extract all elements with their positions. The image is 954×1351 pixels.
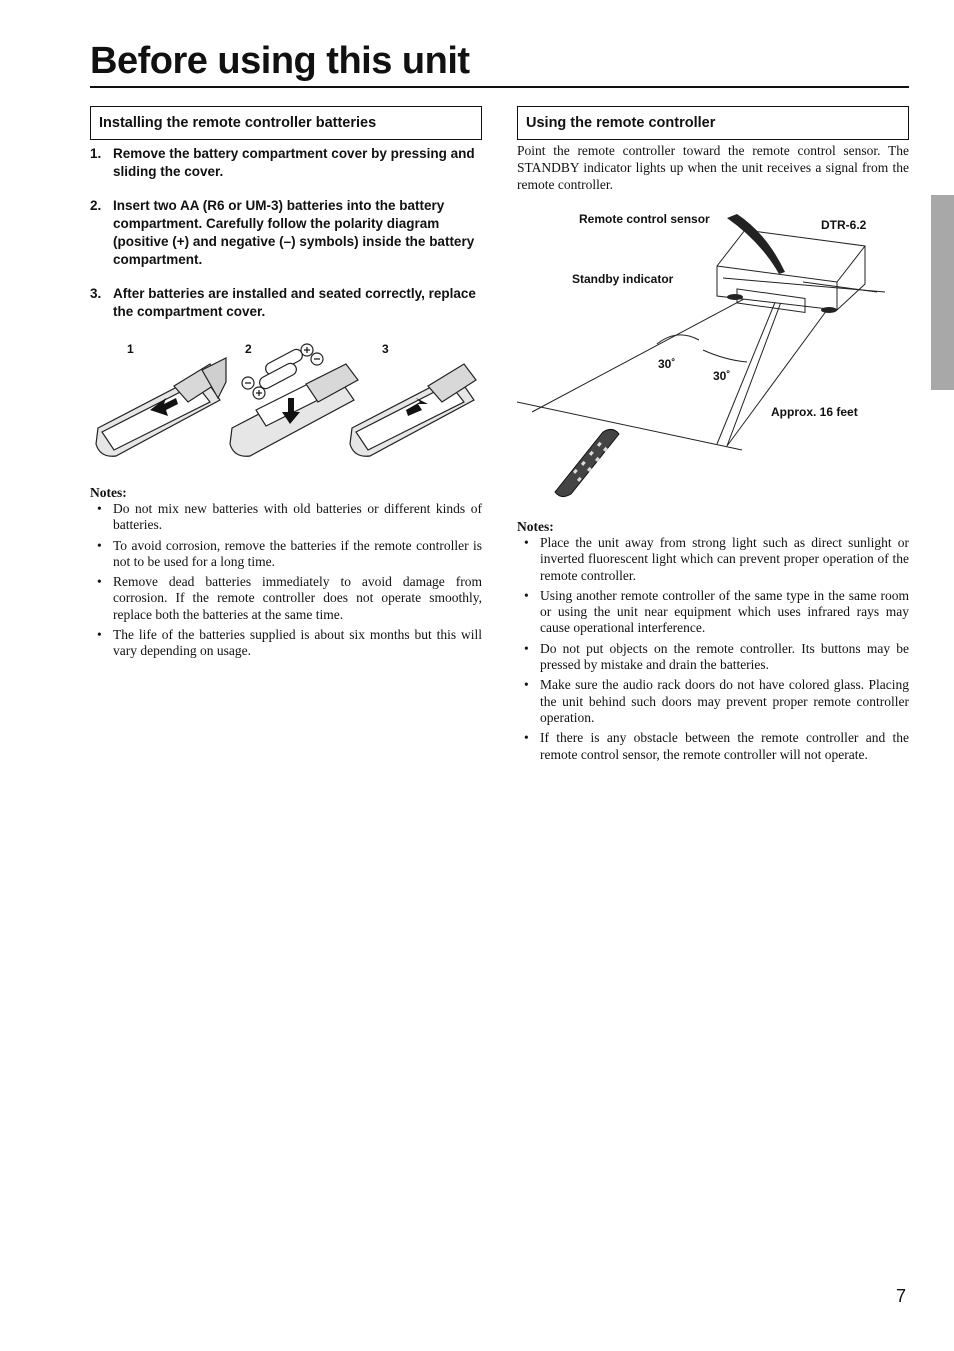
angle-right-label: 30˚ [713,369,731,383]
angle-arc-right [703,350,747,362]
intro-paragraph: Point the remote controller toward the remote control sensor. The STANDBY indicator lights up when the unit receives a signal from the remote controller. [517,143,909,192]
note-item: • Place the unit away from strong light such as direct sunlight or inverted fluorescent light which can prevent proper operation of the remote controller. [517,535,909,584]
remote-notes [517,519,909,767]
battery-notes [90,485,482,664]
angle-left-label: 30˚ [658,357,676,371]
remote-range-diagram [517,200,909,505]
note-item: • If there is any obstacle between the remote controller and the remote control sensor, the remote controller will not operate. [517,730,909,763]
note-item: • The life of the batteries supplied is about six months but this will vary depending on usage. [90,627,482,660]
battery-illustration [92,340,484,470]
title-rule [90,86,909,88]
range-base-line [517,402,742,450]
step-item: 3. After batteries are installed and seated correctly, replace the compartment cover. [90,286,476,319]
battery-steps [90,145,482,337]
note-item: • Remove dead batteries immediately to avoid damage from corrosion. If the remote controller does not operate smoothly, replace both the batteries at the same time. [90,574,482,623]
step-item: 2. Insert two AA (R6 or UM-3) batteries into the battery compartment. Carefully follow the polarity diagram (positive (+) and negative (–) symbols) inside the battery compartment. [90,198,475,267]
standby-label: Standby indicator [572,272,674,286]
figure-label-3: 3 [382,342,389,356]
remote-controller-icon [555,429,619,496]
page-number: 7 [896,1286,907,1306]
section-heading-remote: Using the remote controller [517,106,909,140]
figure-label-2: 2 [245,342,252,356]
figure-label-1: 1 [127,342,134,356]
note-item: • Do not mix new batteries with old batteries or different kinds of batteries. [90,501,482,534]
page-title: Before using this unit [90,40,470,82]
distance-label: Approx. 16 feet [771,405,858,419]
angle-arc-left [657,335,699,344]
note-item: • Do not put objects on the remote controller. Its buttons may be pressed by mistake and drain the batteries. [517,641,909,674]
model-label: DTR-6.2 [821,218,867,232]
side-tab-marker [931,195,954,390]
notes-heading: Notes: [90,485,127,500]
sensor-label: Remote control sensor [579,212,710,226]
step-item: 1. Remove the battery compartment cover by pressing and sliding the cover. [90,146,475,179]
note-item: • To avoid corrosion, remove the batteries if the remote controller is not to be used for a long time. [90,538,482,571]
section-heading-batteries: Installing the remote controller batteries [90,106,482,140]
note-item: • Make sure the audio rack doors do not have colored glass. Placing the unit behind such doors may prevent proper remote controller operation. [517,677,909,726]
note-item: • Using another remote controller of the same type in the same room or using the unit near equipment which uses infrared rays may cause operational interference. [517,588,909,637]
notes-heading: Notes: [517,519,554,534]
